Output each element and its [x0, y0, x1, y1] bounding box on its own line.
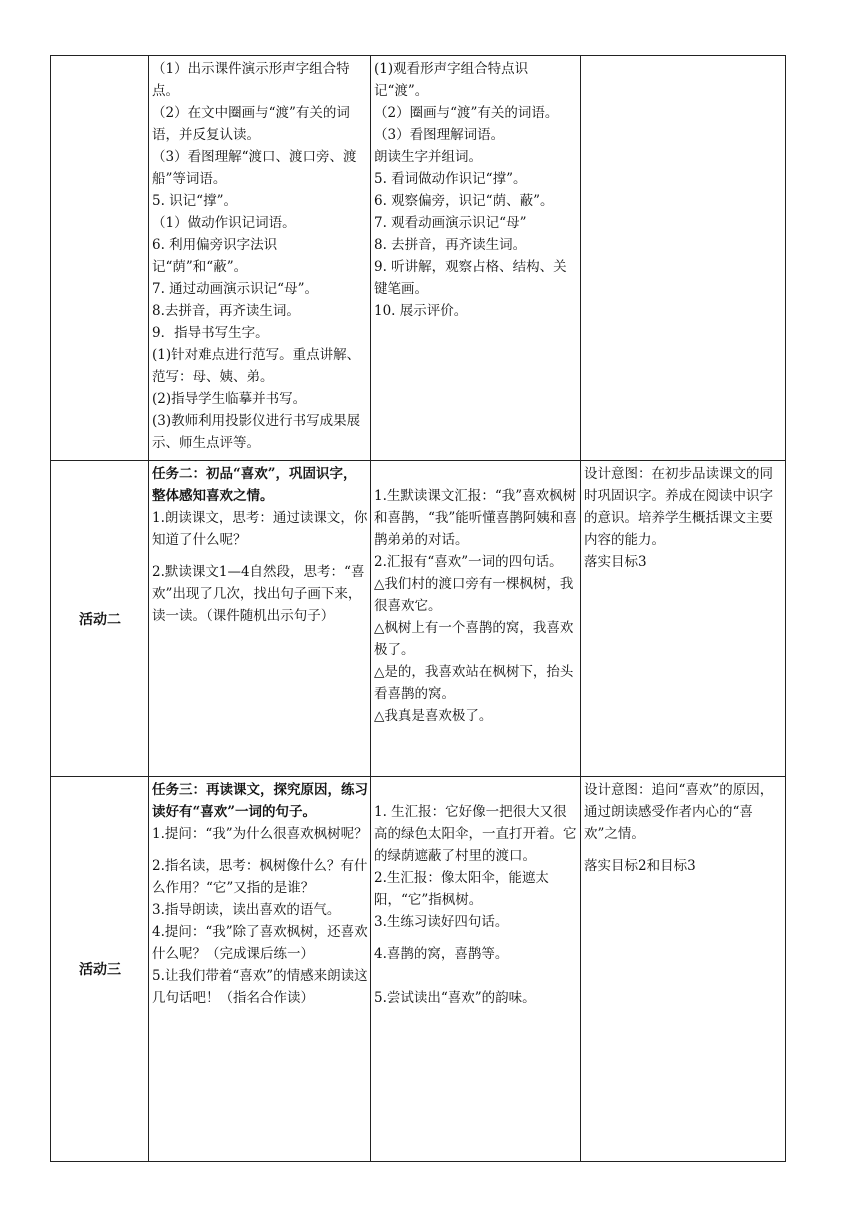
student-step: 2.生汇报：像太阳伞，能遮太阳，“它”指枫树。: [374, 870, 549, 908]
teacher-step: (1)针对难点进行范写。重点讲解、范写：母、姨、弟。: [152, 347, 361, 385]
student-step: 3.生练习读好四句话。: [374, 914, 509, 930]
design-intent-cell: [581, 461, 786, 777]
activity-label: 活动二: [51, 461, 149, 777]
activity-label: 活动三: [51, 777, 149, 1162]
student-step: 5.尝试读出“喜欢”的韵味。: [374, 990, 536, 1006]
student-step: 7. 观看动画演示识记“母”: [374, 215, 527, 231]
teacher-step: （2）在文中圈画与“渡”有关的词语，并反复认读。: [152, 105, 350, 143]
teacher-step: 8.去拼音，再齐读生词。: [152, 303, 300, 319]
teacher-activity-cell: [149, 56, 371, 461]
student-step: (1)观看形声字组合特点识记“渡”。: [374, 61, 529, 99]
teacher-step: （1）出示课件演示形声字组合特点。: [152, 61, 350, 99]
student-step: 5. 看词做动作识记“撑”。: [374, 171, 527, 187]
student-step: 8. 去拼音，再齐读生词。: [374, 237, 527, 253]
student-activity-cell: [371, 777, 581, 1162]
task-title: 任务三：再读课文，探究原因，练习读好有“喜欢”一词的句子。: [152, 782, 368, 820]
teacher-activity-cell: [149, 461, 371, 777]
teacher-activity-cell: [149, 777, 371, 1162]
teacher-step: 9．指导书写生字。: [152, 325, 269, 341]
teacher-step: （1）做动作识记词语。: [152, 215, 296, 231]
activity-label: [51, 56, 149, 461]
student-step: △我们村的渡口旁有一棵枫树，我很喜欢它。: [374, 576, 574, 614]
student-step: （2）圈画与“渡”有关的词语。: [374, 105, 559, 121]
student-step: （3）看图理解词语。: [374, 127, 505, 143]
teacher-step: 4.提问：“我”除了喜欢枫树，还喜欢什么呢？（完成课后练一）: [152, 924, 368, 962]
task-title: 任务二：初品“喜欢”，巩固识字，整体感知喜欢之情。: [152, 466, 357, 504]
teacher-step: 7. 通过动画演示识记“母”。: [152, 281, 318, 297]
student-step: 9. 听讲解，观察占格、结构、关键笔画。: [374, 259, 567, 297]
student-step: 朗读生字并组词。: [374, 149, 482, 165]
student-step: 4.喜鹊的窝，喜鹊等。: [374, 946, 509, 962]
target-note: 落实目标3: [584, 554, 647, 570]
teacher-step: 3.指导朗读，读出喜欢的语气。: [152, 902, 341, 918]
lesson-plan-table: [50, 55, 786, 1162]
teacher-step: (2)指导学生临摹并书写。: [152, 391, 307, 407]
student-step: 6. 观察偏旁，识记“荫、蔽”。: [374, 193, 554, 209]
student-step: △我真是喜欢极了。: [374, 708, 493, 724]
student-activity-cell: [371, 56, 581, 461]
student-step: 1.生默读课文汇报：“我”喜欢枫树和喜鹊，“我”能听懂喜鹊阿姨和喜鹊弟弟的对话。: [374, 488, 577, 548]
teacher-step: (3)教师利用投影仪进行书写成果展示、师生点评等。: [152, 413, 361, 451]
student-step: △枫树上有一个喜鹊的窝，我喜欢极了。: [374, 620, 574, 658]
teacher-step: 1.朗读课文，思考：通过读课文，你知道了什么呢？: [152, 510, 368, 548]
table-row: [51, 461, 786, 777]
target-note: 落实目标2和目标3: [584, 858, 696, 874]
student-step: 2.汇报有“喜欢”一词的四句话。: [374, 554, 563, 570]
teacher-step: 2.指名读，思考：枫树像什么？有什么作用？“它”又指的是谁？: [152, 858, 368, 896]
table-row: [51, 56, 786, 461]
teacher-step: 5. 识记“撑”。: [152, 193, 237, 209]
teacher-step: 5.让我们带着“喜欢”的情感来朗读这几句话吧！（指名合作读）: [152, 968, 368, 1006]
student-step: 10. 展示评价。: [374, 303, 468, 319]
table-row: [51, 777, 786, 1162]
teacher-step: 1.提问：“我”为什么很喜欢枫树呢？: [152, 826, 368, 842]
teacher-step: （3）看图理解“渡口、渡口旁、渡船”等词语。: [152, 149, 357, 187]
design-intent-text: 设计意图：追问“喜欢”的原因，通过朗读感受作者内心的“喜欢”之情。: [584, 782, 774, 842]
design-intent-cell: [581, 777, 786, 1162]
teacher-step: 2.默读课文1—4自然段，思考：“喜欢”出现了几次，找出句子画下来，读一读。（课件随机出示句子）: [152, 564, 365, 624]
design-intent-text: 设计意图：在初步品读课文的同时巩固识字。养成在阅读中识字的意识。培养学生概括课文主要内容的能力。: [584, 466, 773, 548]
student-activity-cell: [371, 461, 581, 777]
student-step: △是的，我喜欢站在枫树下，抬头看喜鹊的窝。: [374, 664, 574, 702]
teacher-step: 6. 利用偏旁识字法识记“荫”和“蔽”。: [152, 237, 278, 275]
design-intent-cell: [581, 56, 786, 461]
student-step: 1. 生汇报：它好像一把很大又很高的绿色太阳伞，一直打开着。它的绿荫遮蔽了村里的渡口。: [374, 804, 577, 864]
